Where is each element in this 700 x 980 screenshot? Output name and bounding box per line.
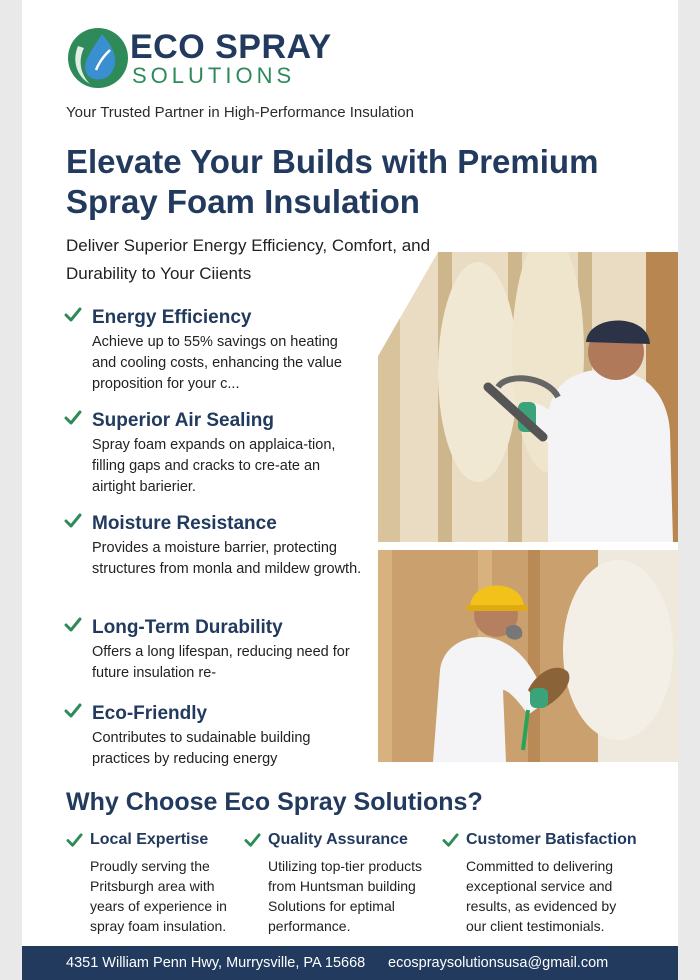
- feature-title: Eco-Friendly: [92, 703, 208, 724]
- feature-body: Contributes to sudainable building practices by reducing energy: [92, 730, 311, 767]
- check-icon: [64, 512, 82, 530]
- feature-body: Provides a moisture barrier, protecting structures from monla and mildew growth.: [92, 540, 362, 577]
- check-icon: [244, 832, 261, 849]
- feature-title: Superior Air Sealing: [92, 410, 274, 431]
- feature-item: [64, 407, 364, 510]
- subheadline: Deliver Superior Energy Efficiency, Comfort, and Durability to Your Ciients: [66, 236, 431, 283]
- feature-title: Energy Efficiency: [92, 307, 252, 328]
- feature-item: [64, 510, 364, 614]
- why-item: [442, 828, 656, 936]
- feature-title: Long-Term Durability: [92, 617, 283, 638]
- check-icon: [66, 832, 83, 849]
- footer-email[interactable]: ecospraysolutionsusa@gmail.com: [388, 955, 609, 971]
- why-item-title: Local Expertise: [90, 831, 209, 848]
- why-item: [244, 828, 458, 936]
- why-item-title: Customer Batisfaction: [466, 831, 637, 848]
- footer-address: 4351 William Penn Hwy, Murrysville, PA 15668: [66, 955, 366, 971]
- feature-list: [64, 304, 364, 770]
- check-icon: [64, 306, 82, 324]
- feature-item: [64, 304, 364, 407]
- check-icon: [64, 409, 82, 427]
- feature-title: Moisture Resistance: [92, 513, 277, 534]
- footer-bar: [22, 946, 678, 980]
- feature-body: Offers a long lifespan, reducing need for future insulation re-: [92, 644, 350, 681]
- why-item-body: Proudly serving the Pritsburgh area with years of experience in spray foam insulation.: [90, 858, 227, 934]
- why-item-body: Utilizing top-tier products from Huntsman building Solutions for eptimal performance.: [268, 858, 423, 934]
- photo-worker-spraying: [378, 252, 678, 542]
- feature-item: [64, 614, 364, 700]
- check-icon: [64, 702, 82, 720]
- why-item-title: Quality Assurance: [268, 831, 408, 848]
- headline: Elevate Your Builds with Premium Spray Foam Insulation: [66, 143, 599, 220]
- brand-name: ECO SPRAY: [130, 28, 332, 66]
- brand-subname: SOLUTIONS: [132, 63, 296, 88]
- why-heading: Why Choose Eco Spray Solutions?: [66, 788, 483, 816]
- flyer-page: [22, 0, 678, 980]
- check-icon: [442, 832, 459, 849]
- feature-body: Achieve up to 55% savings on heating and cooling costs, enhancing the value proposition for your c...: [92, 334, 342, 392]
- check-icon: [64, 616, 82, 634]
- photo-worker-hardhat: [378, 550, 678, 762]
- feature-body: Spray foam expands on applaica-tion, filling gaps and cracks to cre-ate an airtight barierier.: [92, 437, 336, 495]
- tagline: Your Trusted Partner in High-Performance Insulation: [66, 104, 414, 121]
- water-drop-leaf-icon: [66, 26, 130, 90]
- feature-item: [64, 700, 364, 770]
- why-item-body: Committed to delivering exceptional service and results, as evidenced by our client testimonials.: [466, 858, 617, 934]
